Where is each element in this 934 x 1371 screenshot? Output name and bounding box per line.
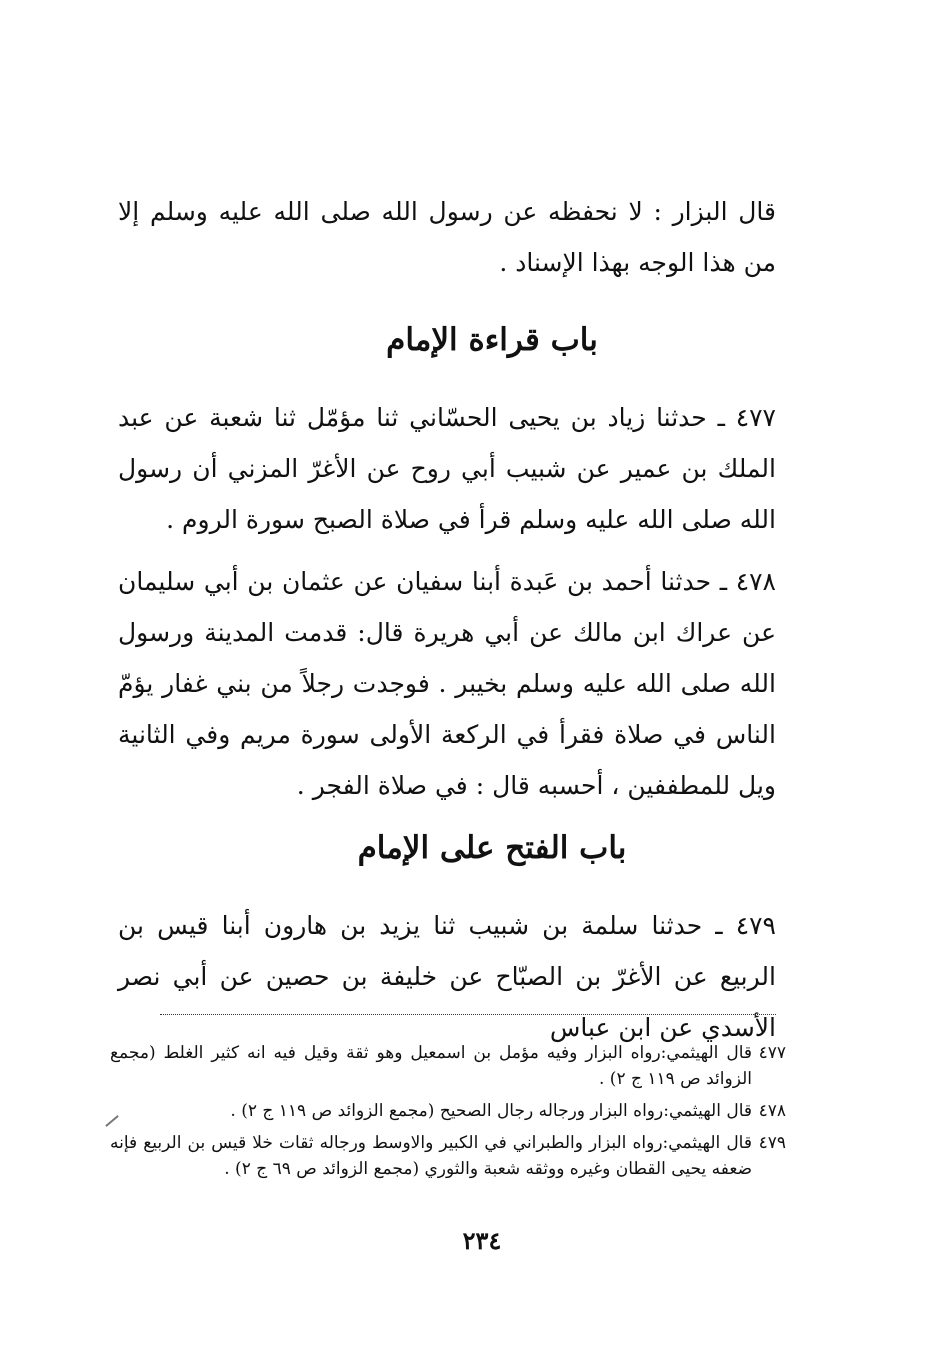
footnote-item (110, 1040, 786, 1092)
footnote-number: ٤٧٨ (758, 1101, 786, 1121)
footnotes (110, 1040, 786, 1182)
footnote-item (110, 1130, 786, 1182)
hadith-477-paragraph: ٤٧٧ ـ حدثنا زياد بن يحيى الحسّاني ثنا مؤمّل ثنا شعبة عن عبد الملك بن عمير عن شبيب أبي روح عن الأغرّ المزني أن رسول الله صلى الله عليه وسلم قرأ في صلاة الصبح سورة الروم . (118, 403, 776, 534)
hadith-478-paragraph: ٤٧٨ ـ حدثنا أحمد بن عَبدة أبنا سفيان عن عثمان بن أبي سليمان عن عراك ابن مالك عن أبي هريرة قال: قدمت المدينة ورسول الله صلى الله عليه وسلم بخيبر . فوجدت رجلاً من بني غفار يؤمّ الناس في صلاة فقرأ في الركعة الأولى سورة مريم وفي الثانية ويل للمطففين ، أحسبه قال : في صلاة الفجر . (118, 567, 776, 800)
footnote-divider (160, 1014, 776, 1015)
footnote-number: ٤٧٧ (758, 1043, 786, 1063)
intro-paragraph: قال البزار : لا نحفظه عن رسول الله صلى الله عليه وسلم إلا من هذا الوجه بهذا الإسناد . (118, 197, 776, 277)
page-number: ٢٣٤ (462, 1226, 502, 1255)
section-heading-correcting-imam: باب الفتح على الإمام (357, 830, 627, 866)
section-heading-imam-recitation: باب قراءة الإمام (386, 322, 598, 358)
hadith-479-paragraph: ٤٧٩ ـ حدثنا سلمة بن شبيب ثنا يزيد بن هارون أبنا قيس بن الربيع عن الأغرّ بن الصبّاح عن خليفة بن حصين عن أبي نصر الأسدي عن ابن عباس (118, 911, 776, 1042)
footnote-text: قال الهيثمي:رواه البزار وفيه مؤمل بن اسمعيل وهو ثقة وقيل فيه انه كثير الغلط (مجمع الزوائد ص ١١٩ ج ٢) . (110, 1043, 752, 1089)
footnote-number: ٤٧٩ (758, 1133, 786, 1153)
footnote-text: قال الهيثمي:رواه البزار ورجاله رجال الصحيح (مجمع الزوائد ص ١١٩ ج ٢) . (230, 1101, 752, 1121)
footnote-text: قال الهيثمي:رواه البزار والطبراني في الكبير والاوسط ورجاله ثقات خلا قيس بن الربيع فإنه ضعفه يحيى القطان وغيره ووثقه شعبة والثوري (مجمع الزوائد ص ٦٩ ج ٢) . (110, 1133, 752, 1179)
footnote-item (110, 1098, 786, 1124)
